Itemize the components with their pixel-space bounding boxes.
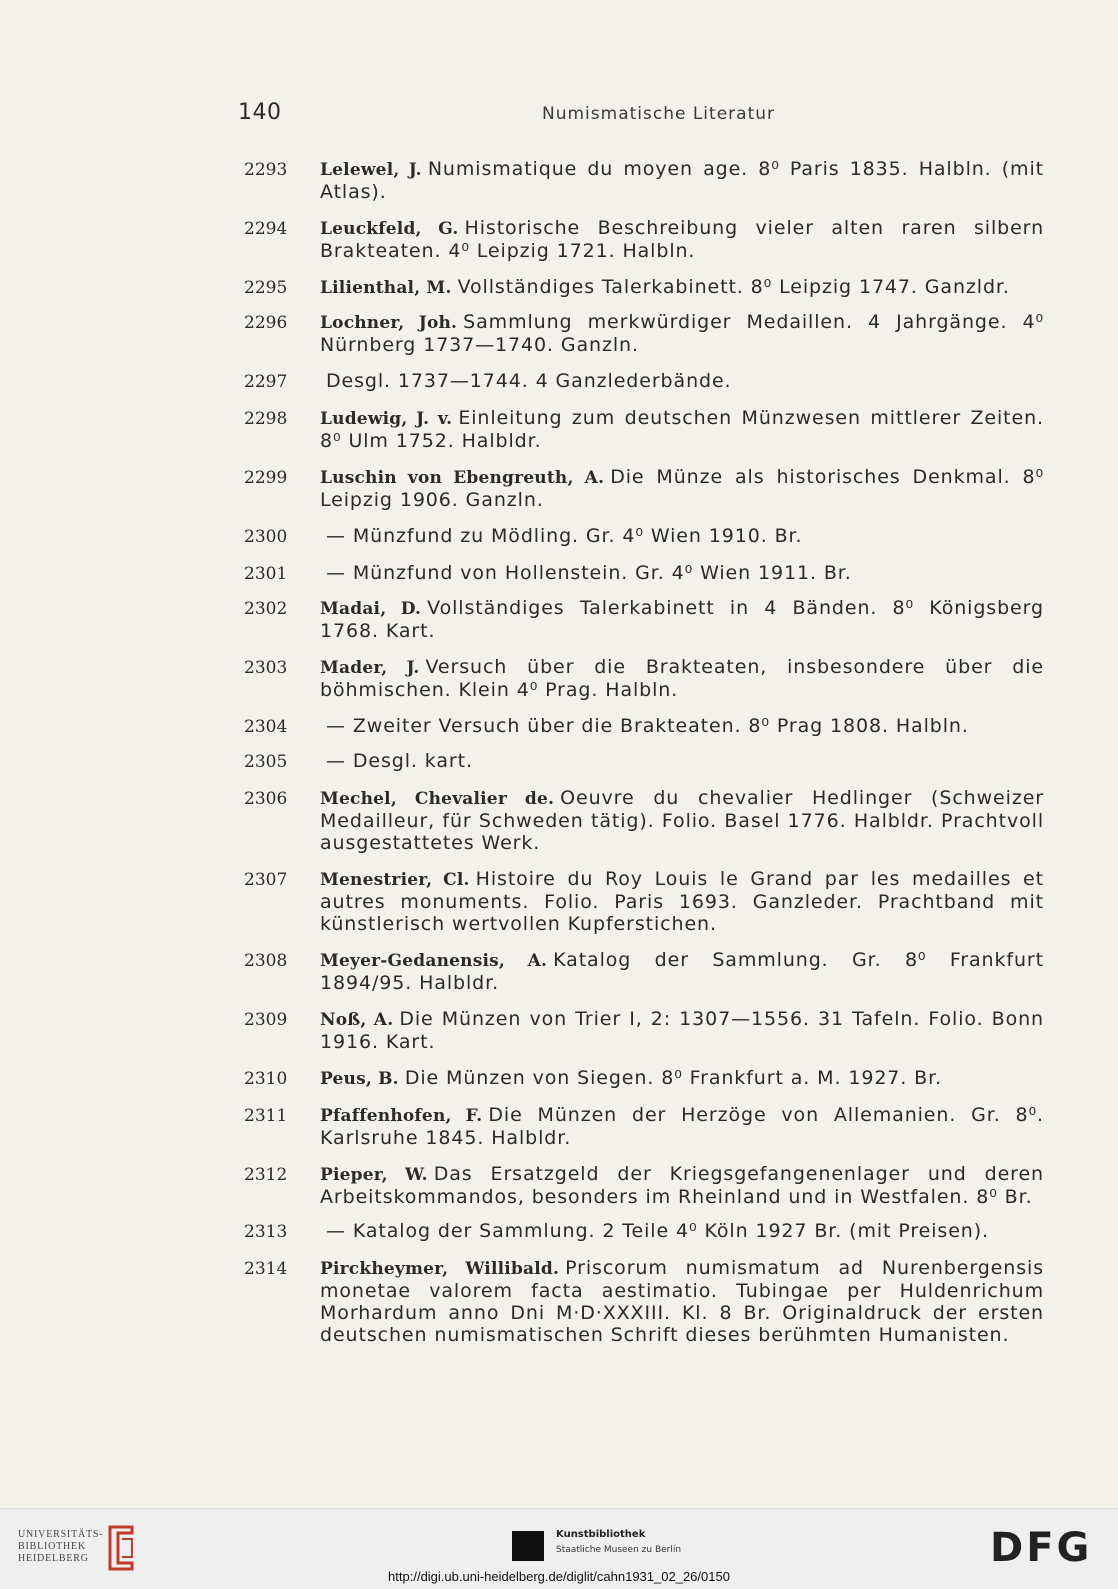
entry-author: Menestrier, Cl. [320,870,470,890]
catalog-entry [244,466,1044,511]
entry-number: 2308 [244,951,288,971]
catalog-entry [244,1008,1044,1053]
entry-author: Pfaffenhofen, F. [320,1106,483,1126]
entry-author: Luschin von Ebengreuth, A. [320,468,605,488]
entry-text: Das Ersatzgeld der Kriegsgefangenenlager und deren Arbeitskommandos, besonders im Rheinland und in Westfalen. 8⁰ Br. [320,1163,1045,1208]
catalog-entry [244,370,1044,393]
entry-author: Leuckfeld, G. [320,219,459,239]
entry-author: Mader, J. [320,658,420,678]
kunstbibliothek-name: Kunstbibliothek [556,1529,646,1540]
entry-text: Histoire du Roy Louis le Grand par les medailles et autres monuments. Folio. Paris 1693. Ganzleder. Prachtband mit künstlerisch wertvollen Kupferstichen. [320,868,1044,935]
entry-number: 2296 [244,313,288,333]
entry-text: — Münzfund zu Mödling. Gr. 4⁰ Wien 1910. Br. [326,525,803,547]
catalog-entry [244,276,1044,299]
entry-number: 2305 [244,752,288,772]
catalog-entry [244,525,1044,548]
entry-text: — Zweiter Versuch über die Brakteaten. 8⁰ Prag 1808. Halbln. [326,715,969,737]
heidelberg-library-logo [18,1523,138,1573]
entry-number: 2300 [244,527,288,547]
entry-number: 2303 [244,658,288,678]
entry-text: Die Münzen der Herzöge von Allemanien. Gr. 8⁰. Karlsruhe 1845. Halbldr. [320,1104,1044,1149]
entry-author: Pirckheymer, Willibald. [320,1259,560,1279]
catalog-entry [244,1257,1044,1346]
entry-number: 2313 [244,1222,288,1242]
catalog-entry [244,562,1044,585]
entry-author: Ludewig, J. v. [320,409,453,429]
entry-number: 2295 [244,278,288,298]
kunstbibliothek-subtitle: Staatliche Museen zu Berlin [556,1545,682,1555]
entry-text: Katalog der Sammlung. Gr. 8⁰ Frankfurt 1894/95. Halbldr. [320,949,1044,994]
entry-number: 2307 [244,870,288,890]
entry-text: Historische Beschreibung vieler alten raren silbern Brakteaten. 4⁰ Leipzig 1721. Halbln. [320,217,1045,262]
entry-number: 2309 [244,1010,288,1030]
catalog-entry [244,1163,1044,1208]
entry-text: Versuch über die Brakteaten, insbesondere über die böhmischen. Klein 4⁰ Prag. Halbln. [320,656,1044,701]
entry-author: Peus, B. [320,1069,399,1089]
entry-author: Mechel, Chevalier de. [320,789,555,809]
entry-text: Vollständiges Talerkabinett in 4 Bänden. 8⁰ Königsberg 1768. Kart. [320,597,1044,642]
entry-text: — Desgl. kart. [326,750,473,772]
entry-number: 2299 [244,468,288,488]
university-logo-line: BIBLIOTHEK [18,1541,86,1552]
entry-number: 2298 [244,409,288,429]
page-number: 140 [238,100,282,125]
entry-text: Vollständiges Talerkabinett. 8⁰ Leipzig 1747. Ganzldr. [457,276,1010,298]
entry-text: Einleitung zum deutschen Münzwesen mittlerer Zeiten. 8⁰ Ulm 1752. Halbldr. [320,407,1044,452]
entry-number: 2294 [244,219,288,239]
catalog-entry [244,1067,1044,1090]
entry-number: 2302 [244,599,288,619]
catalog-entry [244,1104,1044,1149]
source-url[interactable]: http://digi.ub.uni-heidelberg.de/diglit/cahn1931_02_26/0150 [388,1569,730,1584]
catalog-entry [244,715,1044,738]
entry-number: 2314 [244,1259,288,1279]
catalog-entry [244,787,1044,854]
entry-text: Die Münzen von Trier I, 2: 1307—1556. 31 Tafeln. Folio. Bonn 1916. Kart. [320,1008,1045,1053]
entry-number: 2301 [244,564,288,584]
entry-text: — Münzfund von Hollenstein. Gr. 4⁰ Wien 1911. Br. [326,562,852,584]
entry-number: 2311 [244,1106,288,1126]
entry-text: Sammlung merkwürdiger Medaillen. 4 Jahrgänge. 4⁰ Nürnberg 1737—1740. Ganzln. [320,311,1044,356]
catalog-entry [244,311,1044,356]
dfg-logo: DFG [990,1525,1093,1571]
heidelberg-emblem-icon [104,1523,138,1571]
entry-author: Noß, A. [320,1010,394,1030]
entry-number: 2306 [244,789,288,809]
entry-text: Oeuvre du chevalier Hedlinger (Schweizer Medailleur, für Schweden tätig). Folio. Basel 1776. Halbldr. Prachtvoll ausgestattetes Werk. [320,787,1044,854]
entry-text: Priscorum numismatum ad Nurenbergensis monetae valorem facta aestimatio. Tubingae per Huldenrichum Morhardum anno Dni M·D·XXXIII. Kl. 8 Br. Originaldruck der ersten deutschen numismatischen Schrift dieses berühmten Humanisten. [320,1257,1044,1346]
entry-author: Lilienthal, M. [320,278,452,298]
entry-text: Die Münzen von Siegen. 8⁰ Frankfurt a. M. 1927. Br. [404,1067,943,1089]
entry-number: 2297 [244,372,288,392]
catalog-entry [244,656,1044,701]
catalog-entry [244,949,1044,994]
entry-number: 2293 [244,160,288,180]
kunstbibliothek-logo [512,1523,712,1573]
entry-author: Lochner, Joh. [320,313,458,333]
university-logo-line: UNIVERSITÄTS- [18,1529,104,1540]
entry-number: 2304 [244,717,288,737]
catalog-entry [244,407,1044,452]
entry-text: Die Münze als historisches Denkmal. 8⁰ Leipzig 1906. Ganzln. [320,466,1045,511]
catalog-entry [244,1220,1044,1243]
entry-text: Numismatique du moyen age. 8⁰ Paris 1835. Halbln. (mit Atlas). [320,158,1044,203]
entry-author: Lelewel, J. [320,160,422,180]
entry-number: 2312 [244,1165,288,1185]
catalog-entry [244,217,1044,262]
entry-text: — Katalog der Sammlung. 2 Teile 4⁰ Köln 1927 Br. (mit Preisen). [326,1220,989,1242]
entry-author: Meyer-Gedanensis, A. [320,951,548,971]
catalog-entries [244,158,1044,1346]
running-title: Numismatische Literatur [542,104,775,124]
kunstbibliothek-mark-icon [512,1531,544,1561]
catalog-entry [244,750,1044,773]
catalog-entry [244,597,1044,642]
entry-author: Madai, D. [320,599,422,619]
catalog-entry [244,158,1044,203]
digitization-footer [0,1508,1118,1589]
university-logo-line: HEIDELBERG [18,1553,89,1564]
catalog-entry [244,868,1044,935]
entry-text: Desgl. 1737—1744. 4 Ganzlederbände. [326,370,732,392]
entry-author: Pieper, W. [320,1165,428,1185]
entry-number: 2310 [244,1069,288,1089]
